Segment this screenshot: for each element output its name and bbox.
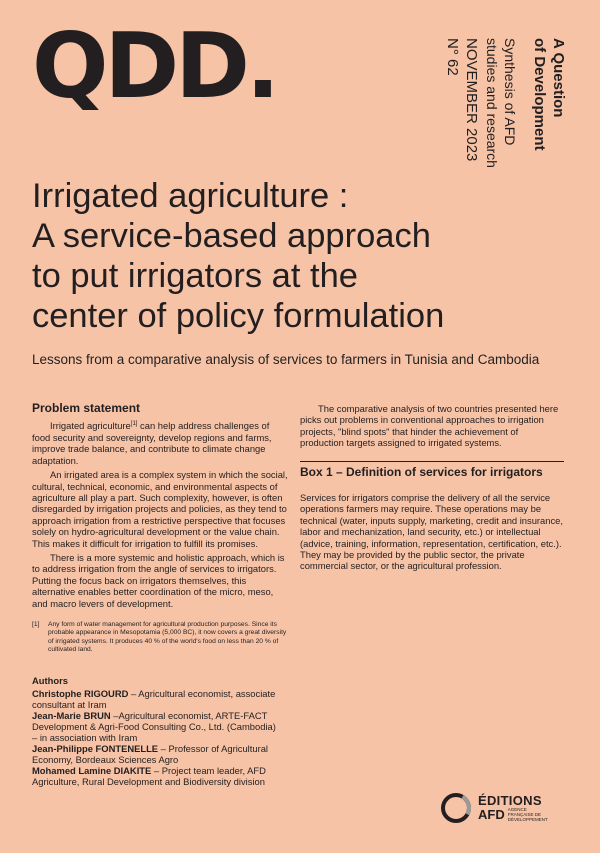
- publisher-afd: AFD: [478, 807, 505, 822]
- author-name: Jean-Marie BRUN: [32, 710, 111, 721]
- title-line: A service-based approach: [32, 217, 431, 255]
- author-entry: [32, 765, 282, 787]
- paragraph-text: can help address challenges of food security and sovereignty, develop regions and farms, improve trade balance, and contribute to climate change adaptation.: [32, 420, 272, 466]
- footnote-text: Any form of water management for agricultural production purposes. Since its probable appearance in Mesopotamia (5,000 BC), it now covers a great diversity of irrigated systems. It produces 40 % of the world's food on less than 20 % of cultivated land.: [48, 621, 287, 654]
- intro-paragraph: The comparative analysis of two countries presented here picks out problems in conventional approaches to irrigation projects, "blind spots" that hinder the achievement of production targets assigned to irrigated systems.: [300, 403, 559, 449]
- series-name: [528, 38, 566, 151]
- paragraph-text: Irrigated agriculture: [50, 420, 131, 432]
- author-entry: [32, 688, 282, 710]
- author-entry: [32, 710, 282, 743]
- box-heading: Box 1 – Definition of services for irrigators: [300, 464, 543, 479]
- problem-statement-section: [32, 403, 288, 655]
- author-entry: [32, 743, 282, 765]
- author-role: – Professor of Agricultural Economy, Bordeaux Sciences Agro: [32, 743, 269, 765]
- qdd-logo: QDD.: [32, 14, 277, 119]
- publisher-text: [478, 794, 550, 822]
- author-role: –Agricultural economist, ARTE-FACT Development & Agri-Food Consulting Co., Ltd. (Cambodia) – in association with Iram: [32, 710, 276, 743]
- series-line-1: A Question: [550, 38, 567, 118]
- synthesis-line-2: studies and research: [484, 38, 500, 168]
- paragraph: There is a more systemic and holistic approach, which is to address irrigation from the angle of services to irrigators. Putting the focus back on irrigators themselves, this alternative enables better coordination of the micro, meso, and macro levers of development.: [32, 552, 285, 609]
- footnote: [32, 621, 288, 655]
- author-name: Mohamed Lamine DIAKITE: [32, 765, 152, 776]
- issue-number: N° 62: [444, 38, 461, 76]
- synthesis-line-1: Synthesis of AFD: [502, 38, 518, 146]
- series-line-2: of Development: [531, 38, 548, 151]
- author-role: – Project team leader, AFD Agriculture, Rural Development and Biodiversity division: [32, 765, 266, 787]
- page-subtitle: Lessons from a comparative analysis of services to farmers in Tunisia and Cambodia: [32, 352, 540, 367]
- title-line: to put irrigators at the: [32, 257, 358, 295]
- paragraph: An irrigated area is a complex system in which the social, cultural, technical, economic, and environmental aspects of agriculture all play a part. Such complexity, however, is often disregarded by irrigation projects and policies, as they tend to approach irrigation from a restrictive perspective that focuses solely on hydro-agricultural development or the value chain. This makes it difficult for irrigation to fulfill its promises.: [32, 469, 288, 549]
- publisher-afd-line: [478, 807, 550, 822]
- issue-info: [441, 38, 479, 161]
- footnote-number: [1]: [32, 621, 40, 629]
- editions-afd-ring-icon: [440, 792, 472, 824]
- publisher-name: ÉDITIONS: [478, 793, 542, 808]
- page-title: [32, 176, 572, 336]
- authors-section: [32, 675, 282, 787]
- right-column: [300, 403, 564, 575]
- series-synthesis: [481, 38, 517, 168]
- author-name: Christophe RIGOURD: [32, 688, 129, 699]
- box-text: Services for irrigators comprise the delivery of all the service operations farmers may require. These operations may be technical (water, inputs supply, marketing, credit and insurance, labor and mechanization, land security, etc.) or intellectual (advice, training, information, representation, certification, etc.). They may be provided by the public sector, the private commercial sector, or the agricultural profession.: [300, 492, 563, 572]
- problem-heading: Problem statement: [32, 401, 141, 415]
- definition-box: [300, 461, 564, 572]
- footnote-ref[interactable]: [1]: [130, 421, 138, 428]
- publisher-agency: AGENCE FRANÇAISE DE DÉVELOPPEMENT: [507, 807, 548, 822]
- author-role: – Agricultural economist, associate consultant at Iram: [32, 688, 276, 710]
- title-line: center of policy formulation: [32, 297, 445, 335]
- author-name: Jean-Philippe FONTENELLE: [32, 743, 159, 754]
- paragraph: [32, 419, 288, 466]
- authors-heading: Authors: [32, 675, 68, 686]
- title-line: Irrigated agriculture :: [32, 177, 349, 215]
- issue-date: NOVEMBER 2023: [463, 38, 480, 162]
- publisher-logo: [440, 792, 550, 824]
